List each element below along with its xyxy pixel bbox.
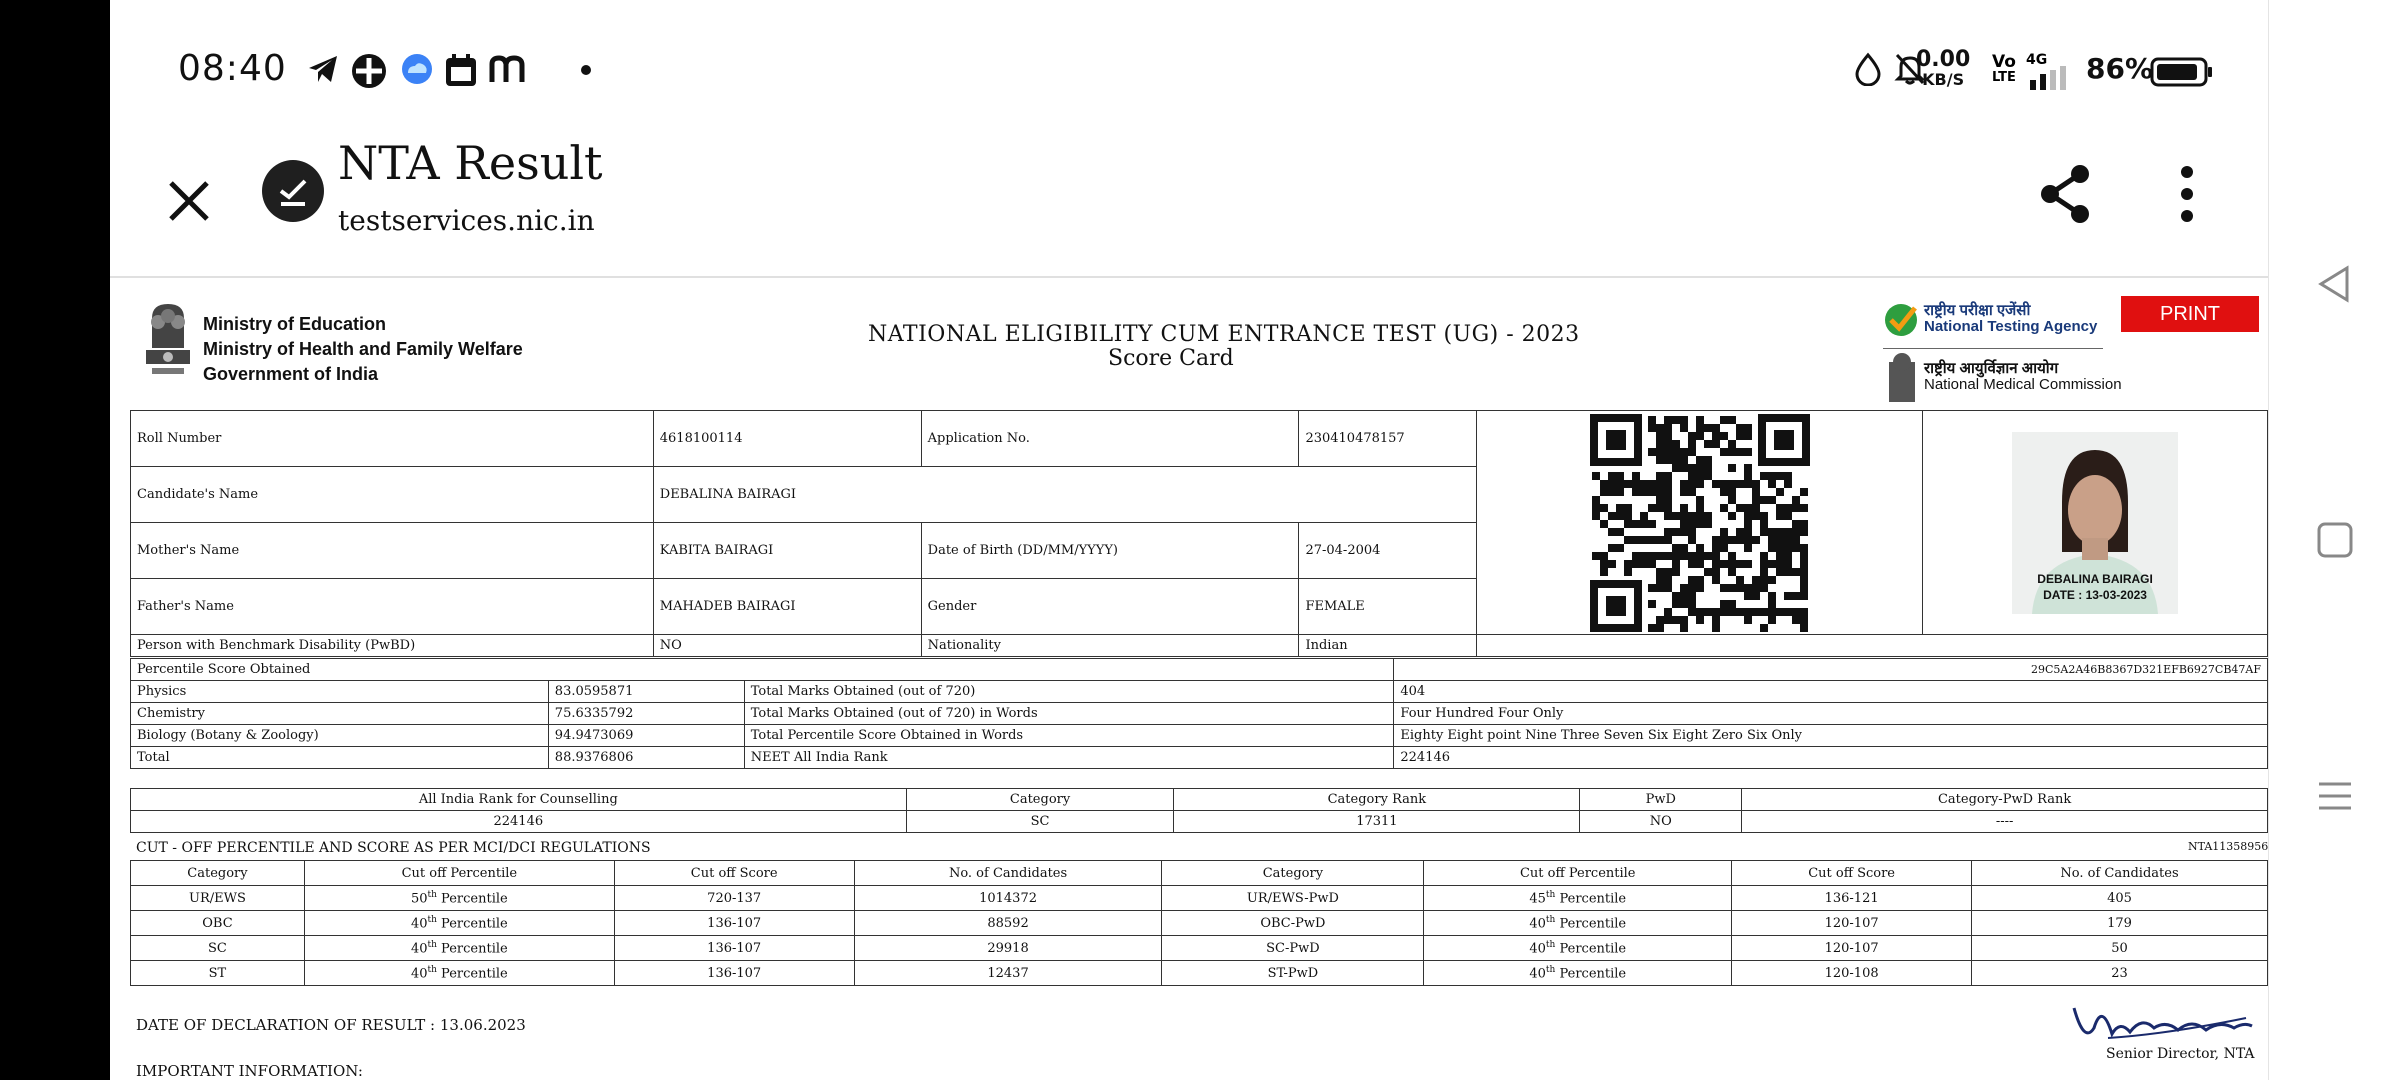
volte-indicator: Vo LTE [1992, 52, 2016, 85]
cutoff-cell: 23 [1972, 961, 2268, 986]
battery-percentage: 86% [2086, 52, 2154, 85]
air-value: 224146 [1394, 747, 2268, 769]
air-label: NEET All India Rank [744, 747, 1394, 769]
application-value: 230410478157 [1299, 411, 1477, 467]
cloud-app-icon [400, 52, 434, 86]
cutoff-cell [1424, 911, 1732, 936]
candidate-name-value: DEBALINA BAIRAGI [653, 467, 1477, 523]
pwbd-label: Person with Benchmark Disability (PwBD) [131, 635, 654, 657]
page-url[interactable]: testservices.nic.in [338, 204, 595, 237]
more-vertical-icon [2162, 160, 2212, 230]
father-name-value: MAHADEB BAIRAGI [653, 579, 921, 635]
cutoff-header: Cut off Score [1732, 861, 1972, 886]
percentile-word: Percentile [1559, 891, 1627, 907]
percentile-word: Percentile [1559, 966, 1627, 982]
rank-header: All India Rank for Counselling [131, 789, 907, 811]
pwbd-value: NO [653, 635, 921, 657]
share-icon [2030, 160, 2100, 230]
cutoff-percentile-number: 40 [1529, 966, 1546, 982]
network-speed: 0.00 KB/S [1916, 47, 1971, 89]
page-title: NTA Result [338, 136, 603, 190]
ministry-names: Ministry of Education Ministry of Health and Family Welfare Government of India [203, 314, 523, 384]
back-triangle-icon [2315, 264, 2355, 304]
cutoff-cell: 136-107 [614, 961, 854, 986]
data-saver-icon [1854, 52, 1882, 86]
left-black-margin [0, 0, 110, 1080]
ordinal-suffix: th [427, 939, 437, 950]
dob-value: 27-04-2004 [1299, 523, 1477, 579]
cutoff-header: Category [1162, 861, 1424, 886]
cutoff-cell: ST [131, 961, 305, 986]
print-button[interactable]: PRINT [2121, 296, 2259, 332]
dob-label: Date of Birth (DD/MM/YYYY) [921, 523, 1299, 579]
application-label: Application No. [921, 411, 1299, 467]
battery-icon [2150, 56, 2214, 88]
telegram-icon [306, 52, 340, 86]
cutoff-cell: 29918 [854, 936, 1162, 961]
cutoff-header: No. of Candidates [1972, 861, 2268, 886]
table-row [131, 936, 2268, 961]
mother-name-value: KABITA BAIRAGI [653, 523, 921, 579]
mother-name-label: Mother's Name [131, 523, 654, 579]
clock: 08:40 [178, 48, 287, 89]
rank-table [130, 788, 2268, 833]
home-button[interactable] [2309, 514, 2361, 566]
cutoff-cell [304, 961, 614, 986]
signatory-title: Senior Director, NTA [2106, 1046, 2255, 1062]
close-button[interactable] [154, 166, 224, 236]
signal-strength-icon [2026, 66, 2076, 90]
gender-label: Gender [921, 579, 1299, 635]
percentile-word: Percentile [441, 966, 508, 982]
percentile-chemistry: 75.6335792 [548, 703, 744, 725]
cutoff-cell: 120-107 [1732, 911, 1972, 936]
rank-header: PwD [1580, 789, 1742, 811]
nationality-value: Indian [1299, 635, 1477, 657]
subject-chemistry: Chemistry [131, 703, 549, 725]
cutoff-cell: 50 [1972, 936, 2268, 961]
cutoff-header: Category [131, 861, 305, 886]
cutoff-heading: CUT - OFF PERCENTILE AND SCORE AS PER MCI/DCI REGULATIONS [136, 840, 651, 856]
more-options-button[interactable] [2162, 160, 2212, 230]
cutoff-cell [1424, 886, 1732, 911]
subject-biology: Biology (Botany & Zoology) [131, 725, 549, 747]
subject-physics: Physics [131, 681, 549, 703]
photo-cell [1923, 411, 2268, 635]
qr-code-cell [1477, 411, 1923, 635]
roll-number-label: Roll Number [131, 411, 654, 467]
cutoff-cell: 720-137 [614, 886, 854, 911]
exam-subtitle: Score Card [1108, 346, 1234, 371]
cutoff-cell: 12437 [854, 961, 1162, 986]
table-row [131, 747, 2268, 769]
cutoff-code: NTA11358956 [2188, 840, 2268, 853]
declaration-date: DATE OF DECLARATION OF RESULT : 13.06.2023 [136, 1016, 526, 1034]
cutoff-cell [1424, 961, 1732, 986]
cutoff-cell: ST-PwD [1162, 961, 1424, 986]
cutoff-header: No. of Candidates [854, 861, 1162, 886]
cutoff-cell: UR/EWS [131, 886, 305, 911]
cutoff-percentile-number: 45 [1529, 891, 1546, 907]
ordinal-suffix: th [427, 889, 437, 900]
rank-value: 224146 [131, 811, 907, 833]
cutoff-cell: SC [131, 936, 305, 961]
ordinal-suffix: th [1545, 889, 1556, 900]
cutoff-cell: OBC-PwD [1162, 911, 1424, 936]
gender-value: FEMALE [1299, 579, 1477, 635]
notification-dot-icon [580, 64, 592, 76]
photo-caption-name: DEBALINA BAIRAGI [2037, 571, 2153, 586]
rank-header: Category-PwD Rank [1742, 789, 2268, 811]
menu-lines-icon [2315, 776, 2355, 816]
qr-code-icon [1590, 414, 1810, 632]
table-row [131, 911, 2268, 936]
table-row [131, 725, 2268, 747]
custom-tab-toolbar [110, 118, 2268, 278]
signature-icon [2068, 998, 2258, 1050]
cutoff-header: Cut off Score [614, 861, 854, 886]
cutoff-cell: 1014372 [854, 886, 1162, 911]
percentile-word: Percentile [1559, 941, 1627, 957]
cutoff-cell: OBC [131, 911, 305, 936]
nmc-name-english: National Medical Commission [1924, 376, 2122, 393]
signal-type: 4G [2026, 52, 2048, 68]
important-information-heading: IMPORTANT INFORMATION: [136, 1062, 363, 1080]
table-row [131, 961, 2268, 986]
cutoff-cell: SC-PwD [1162, 936, 1424, 961]
percentile-word: Percentile [441, 916, 508, 932]
percentile-word: Percentile [441, 891, 508, 907]
percentile-physics: 83.0595871 [548, 681, 744, 703]
logo-divider [1883, 348, 2103, 349]
ordinal-suffix: th [427, 964, 437, 975]
percentile-word: Percentile [441, 941, 508, 957]
roll-number-value: 4618100114 [653, 411, 921, 467]
nta-name-english: National Testing Agency [1924, 318, 2098, 335]
marks-in-words-label: Total Marks Obtained (out of 720) in Words [744, 703, 1394, 725]
subject-total: Total [131, 747, 549, 769]
cutoff-cell: 120-107 [1732, 936, 1972, 961]
system-navigation-bar [2268, 0, 2400, 1080]
empty-cell [1477, 635, 2268, 657]
nta-logo-icon [1883, 302, 1921, 412]
cutoff-percentile-number: 40 [410, 941, 428, 957]
total-marks-value: 404 [1394, 681, 2268, 703]
candidate-details-table [130, 410, 2268, 657]
cutoff-cell [1424, 936, 1732, 961]
nmc-name-hindi: राष्ट्रीय आयुर्विज्ञान आयोग [1924, 360, 2059, 377]
cutoff-cell: 405 [1972, 886, 2268, 911]
percentile-words-value: Eighty Eight point Nine Three Seven Six Eight Zero Six Only [1394, 725, 2268, 747]
cutoff-cell: UR/EWS-PwD [1162, 886, 1424, 911]
rank-value: SC [906, 811, 1174, 833]
close-icon [167, 179, 211, 223]
state-emblem-icon [138, 298, 198, 398]
exam-title: NATIONAL ELIGIBILITY CUM ENTRANCE TEST (UG) - 2023 [868, 322, 1580, 347]
cutoff-percentile-number: 40 [1529, 941, 1546, 957]
cutoff-cell: 136-107 [614, 911, 854, 936]
father-name-label: Father's Name [131, 579, 654, 635]
ordinal-suffix: th [1545, 939, 1556, 950]
ordinal-suffix: th [1545, 964, 1556, 975]
cutoff-table [130, 860, 2268, 986]
photo-caption-date: DATE : 13-03-2023 [2043, 587, 2147, 602]
back-button[interactable] [2309, 258, 2361, 310]
score-hash: 29C5A2A46B8367D321EFB6927CB47AF [1394, 659, 2268, 681]
table-row [131, 681, 2268, 703]
m-app-icon [488, 52, 528, 86]
cutoff-cell: 136-107 [614, 936, 854, 961]
site-info-button[interactable] [262, 160, 324, 222]
cross-app-icon [350, 52, 388, 90]
cutoff-percentile-number: 40 [1529, 916, 1546, 932]
marks-in-words-value: Four Hundred Four Only [1394, 703, 2268, 725]
ordinal-suffix: th [427, 914, 437, 925]
rank-value: ---- [1742, 811, 2268, 833]
percentile-heading: Percentile Score Obtained [131, 659, 1394, 681]
cutoff-percentile-number: 40 [410, 916, 428, 932]
cutoff-cell [304, 936, 614, 961]
person-portrait-icon [2012, 432, 2178, 614]
cutoff-percentile-number: 50 [410, 891, 428, 907]
download-done-icon [275, 173, 311, 209]
table-row [131, 703, 2268, 725]
cutoff-percentile-number: 40 [410, 966, 428, 982]
calendar-app-icon [444, 52, 478, 88]
nationality-label: Nationality [921, 635, 1299, 657]
cutoff-cell: 136-121 [1732, 886, 1972, 911]
percentile-total: 88.9376806 [548, 747, 744, 769]
candidate-photo [2012, 432, 2178, 614]
cutoff-header: Cut off Percentile [304, 861, 614, 886]
percentile-biology: 94.9473069 [548, 725, 744, 747]
table-row [131, 886, 2268, 911]
home-square-icon [2315, 520, 2355, 560]
cutoff-cell: 179 [1972, 911, 2268, 936]
share-button[interactable] [2030, 160, 2100, 230]
ordinal-suffix: th [1545, 914, 1556, 925]
total-marks-label: Total Marks Obtained (out of 720) [744, 681, 1394, 703]
percentile-words-label: Total Percentile Score Obtained in Words [744, 725, 1394, 747]
percentile-score-table [130, 658, 2268, 769]
recents-button[interactable] [2309, 770, 2361, 822]
cutoff-header: Cut off Percentile [1424, 861, 1732, 886]
browser-screen [110, 0, 2268, 1080]
rank-value: 17311 [1174, 811, 1580, 833]
rank-header: Category [906, 789, 1174, 811]
score-card-document [118, 282, 2268, 1080]
cutoff-cell [304, 886, 614, 911]
rank-value: NO [1580, 811, 1742, 833]
percentile-word: Percentile [1559, 916, 1627, 932]
cutoff-cell: 120-108 [1732, 961, 1972, 986]
cutoff-cell: 88592 [854, 911, 1162, 936]
candidate-name-label: Candidate's Name [131, 467, 654, 523]
rank-header: Category Rank [1174, 789, 1580, 811]
nta-name-hindi: राष्ट्रीय परीक्षा एजेंसी [1924, 302, 2031, 319]
cutoff-cell [304, 911, 614, 936]
